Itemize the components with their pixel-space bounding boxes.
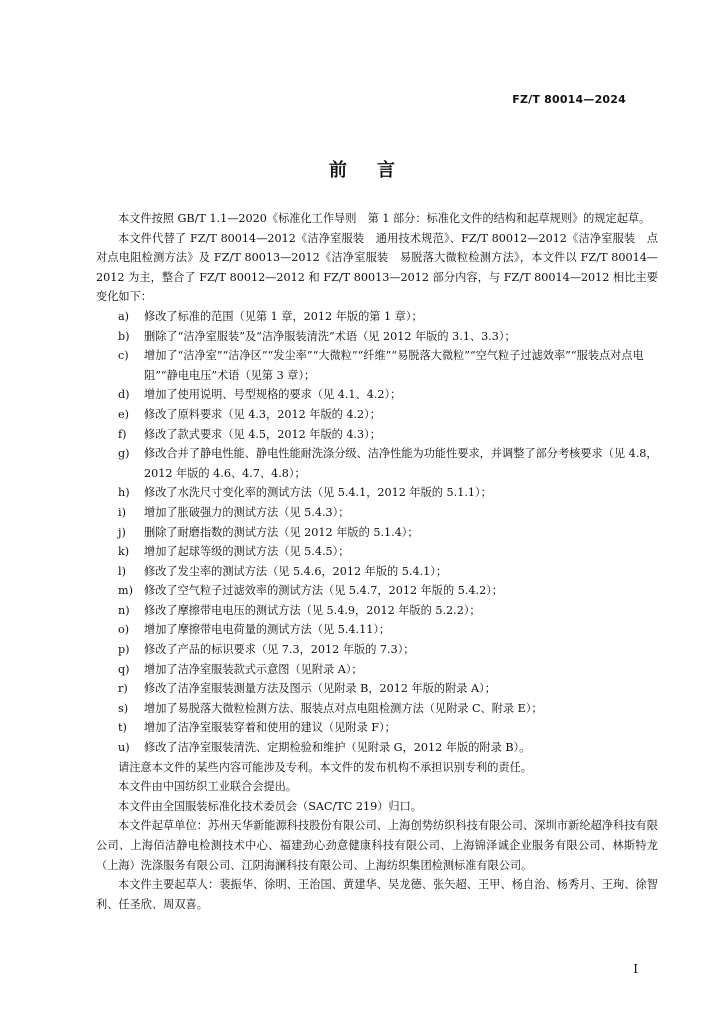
list-item [96, 523, 658, 543]
list-item-text: 增加了易脱落大微粒检测方法、服装点对点电阻检测方法（见附录 C、附录 E）； [144, 701, 543, 715]
standard-code: FZ/T 80014—2024 [512, 93, 626, 106]
list-marker: p) [118, 643, 130, 657]
list-marker: c) [118, 349, 129, 363]
list-item-text: 删除了“洁净室服装”及“洁净服装清洗”术语（见 2012 年版的 3.1、3.3）； [144, 329, 516, 343]
list-item [96, 542, 658, 562]
list-marker: o) [118, 623, 130, 637]
intro-paragraph: 本文件按照 GB/T 1.1—2020《标准化工作导则 第 1 部分：标准化文件的结构和起草规则》的规定起草。 [118, 212, 651, 225]
list-marker: j) [118, 525, 126, 539]
list-item-text: 增加了洁净室服装穿着和使用的建议（见附录 F）； [144, 721, 396, 735]
list-item-text: 增加了使用说明、号型规格的要求（见 4.1、4.2）； [144, 388, 402, 402]
list-marker: b) [118, 329, 130, 343]
list-marker: k) [118, 545, 130, 559]
proposer-paragraph: 本文件由中国纺织工业联合会提出。 [118, 780, 298, 794]
list-item-text: 增加了“洁净室”“洁净区”“发尘率”“大微粒”“纤维”“易脱落大微粒”“空气粒子过滤效率”“服装点对点电阻”“静电电压”术语（见第 3 章）； [144, 349, 644, 382]
list-item [96, 640, 658, 660]
list-item [96, 562, 658, 582]
list-item-text: 修改了空气粒子过滤效率的测试方法（见 5.4.7，2012 年版的 5.4.2）； [144, 584, 503, 598]
page-number: I [633, 962, 638, 976]
list-marker: d) [118, 388, 130, 402]
list-item-text: 修改了原料要求（见 4.3，2012 年版的 4.2）； [144, 407, 381, 421]
list-marker: l) [118, 564, 126, 578]
list-item [96, 581, 658, 601]
list-item [96, 307, 658, 327]
list-marker: m) [118, 584, 133, 598]
list-item-text: 增加了摩擦带电电荷量的测试方法（见 5.4.11）； [144, 623, 391, 637]
document-body [96, 209, 658, 914]
list-marker: e) [118, 407, 129, 421]
changes-list [96, 307, 658, 758]
list-item-text: 修改合并了静电性能、静电性能耐洗涤分级、洁净性能为功能性要求，并调整了部分考核要求（见 4.8，2012 年版的 4.6、4.7、4.8）； [144, 447, 658, 480]
list-item [96, 327, 658, 347]
list-item [96, 425, 658, 445]
list-marker: u) [118, 741, 130, 755]
list-item-text: 增加了起球等级的测试方法（见 5.4.5）； [144, 545, 350, 559]
list-item-text: 修改了洁净室服装测量方法及图示（见附录 B，2012 年版的附录 A）； [144, 682, 496, 696]
list-marker: q) [118, 662, 130, 676]
drafters-paragraph: 本文件主要起草人：裴振华、徐明、王治国、黄建华、吴龙德、张矢超、王甲、杨自治、杨秀月、王珣、徐智利、任圣欣、周双喜。 [96, 878, 658, 911]
list-item [96, 346, 658, 385]
list-item-text: 修改了发尘率的测试方法（见 5.4.6，2012 年版的 5.4.1）； [144, 564, 448, 578]
list-marker: f) [118, 427, 127, 441]
committee-paragraph: 本文件由全国服装标准化技术委员会（SAC/TC 219）归口。 [118, 799, 422, 813]
list-marker: i) [118, 505, 126, 519]
list-item [96, 444, 658, 483]
intro-paragraph: 本文件代替了 FZ/T 80014—2012《洁净室服装 通用技术规范》、FZ/T 80012—2012《洁净室服装 点对点电阻检测方法》及 FZ/T 80013—2012《洁净室服装 易脱落大微粒检测方法》，本文件以 FZ/T 80014—2012 为主，整合了 FZ/T 80012—2012 和 FZ/T 80013—2012 部分内容，与 FZ/T 80014—2012 相比主要变化如下： [96, 231, 658, 304]
list-marker: t) [118, 721, 127, 735]
list-item [96, 699, 658, 719]
list-marker: h) [118, 486, 130, 500]
list-item [96, 620, 658, 640]
list-item-text: 修改了水洗尺寸变化率的测试方法（见 5.4.1，2012 年版的 5.1.1）； [144, 486, 492, 500]
list-item-text: 修改了洁净室服装清洗、定期检验和维护（见附录 G，2012 年版的附录 B）。 [144, 741, 531, 755]
list-item-text: 增加了洁净室服装款式示意图（见附录 A）； [144, 662, 363, 676]
list-marker: g) [118, 447, 130, 461]
list-item-text: 修改了产品的标识要求（见 7.3，2012 年版的 7.3）； [144, 643, 415, 657]
list-marker: s) [118, 701, 129, 715]
drafting-units-paragraph: 本文件起草单位：苏州天华新能源科技股份有限公司、上海创势纺织科技有限公司、深圳市新纶超净科技有限公司、上海佰洁静电检测技术中心、福建劲心劲意健康科技有限公司、上海锦泽诚企业服务有限公司、林斯特龙（上海）洗涤服务有限公司、江阴海澜科技有限公司、上海纺织集团检测标准有限公司。 [96, 819, 658, 872]
list-item [96, 503, 658, 523]
list-item-text: 修改了款式要求（见 4.5，2012 年版的 4.3）； [144, 427, 381, 441]
list-item-text: 增加了胀破强力的测试方法（见 5.4.3）； [144, 505, 350, 519]
list-item [96, 679, 658, 699]
list-item-text: 修改了标准的范围（见第 1 章，2012 年版的第 1 章）； [144, 309, 423, 323]
list-item-text: 删除了耐磨指数的测试方法（见 2012 年版的 5.1.4）； [144, 525, 419, 539]
list-marker: r) [118, 682, 128, 696]
list-item [96, 385, 658, 405]
list-item [96, 660, 658, 680]
list-marker: a) [118, 309, 130, 323]
list-marker: n) [118, 603, 130, 617]
page-title: 前言 [329, 160, 425, 181]
list-item [96, 601, 658, 621]
list-item [96, 483, 658, 503]
patent-notice: 请注意本文件的某些内容可能涉及专利。本文件的发布机构不承担识别专利的责任。 [118, 760, 532, 774]
list-item [96, 718, 658, 738]
list-item [96, 738, 658, 758]
list-item [96, 405, 658, 425]
list-item-text: 修改了摩擦带电电压的测试方法（见 5.4.9，2012 年版的 5.2.2）； [144, 603, 481, 617]
